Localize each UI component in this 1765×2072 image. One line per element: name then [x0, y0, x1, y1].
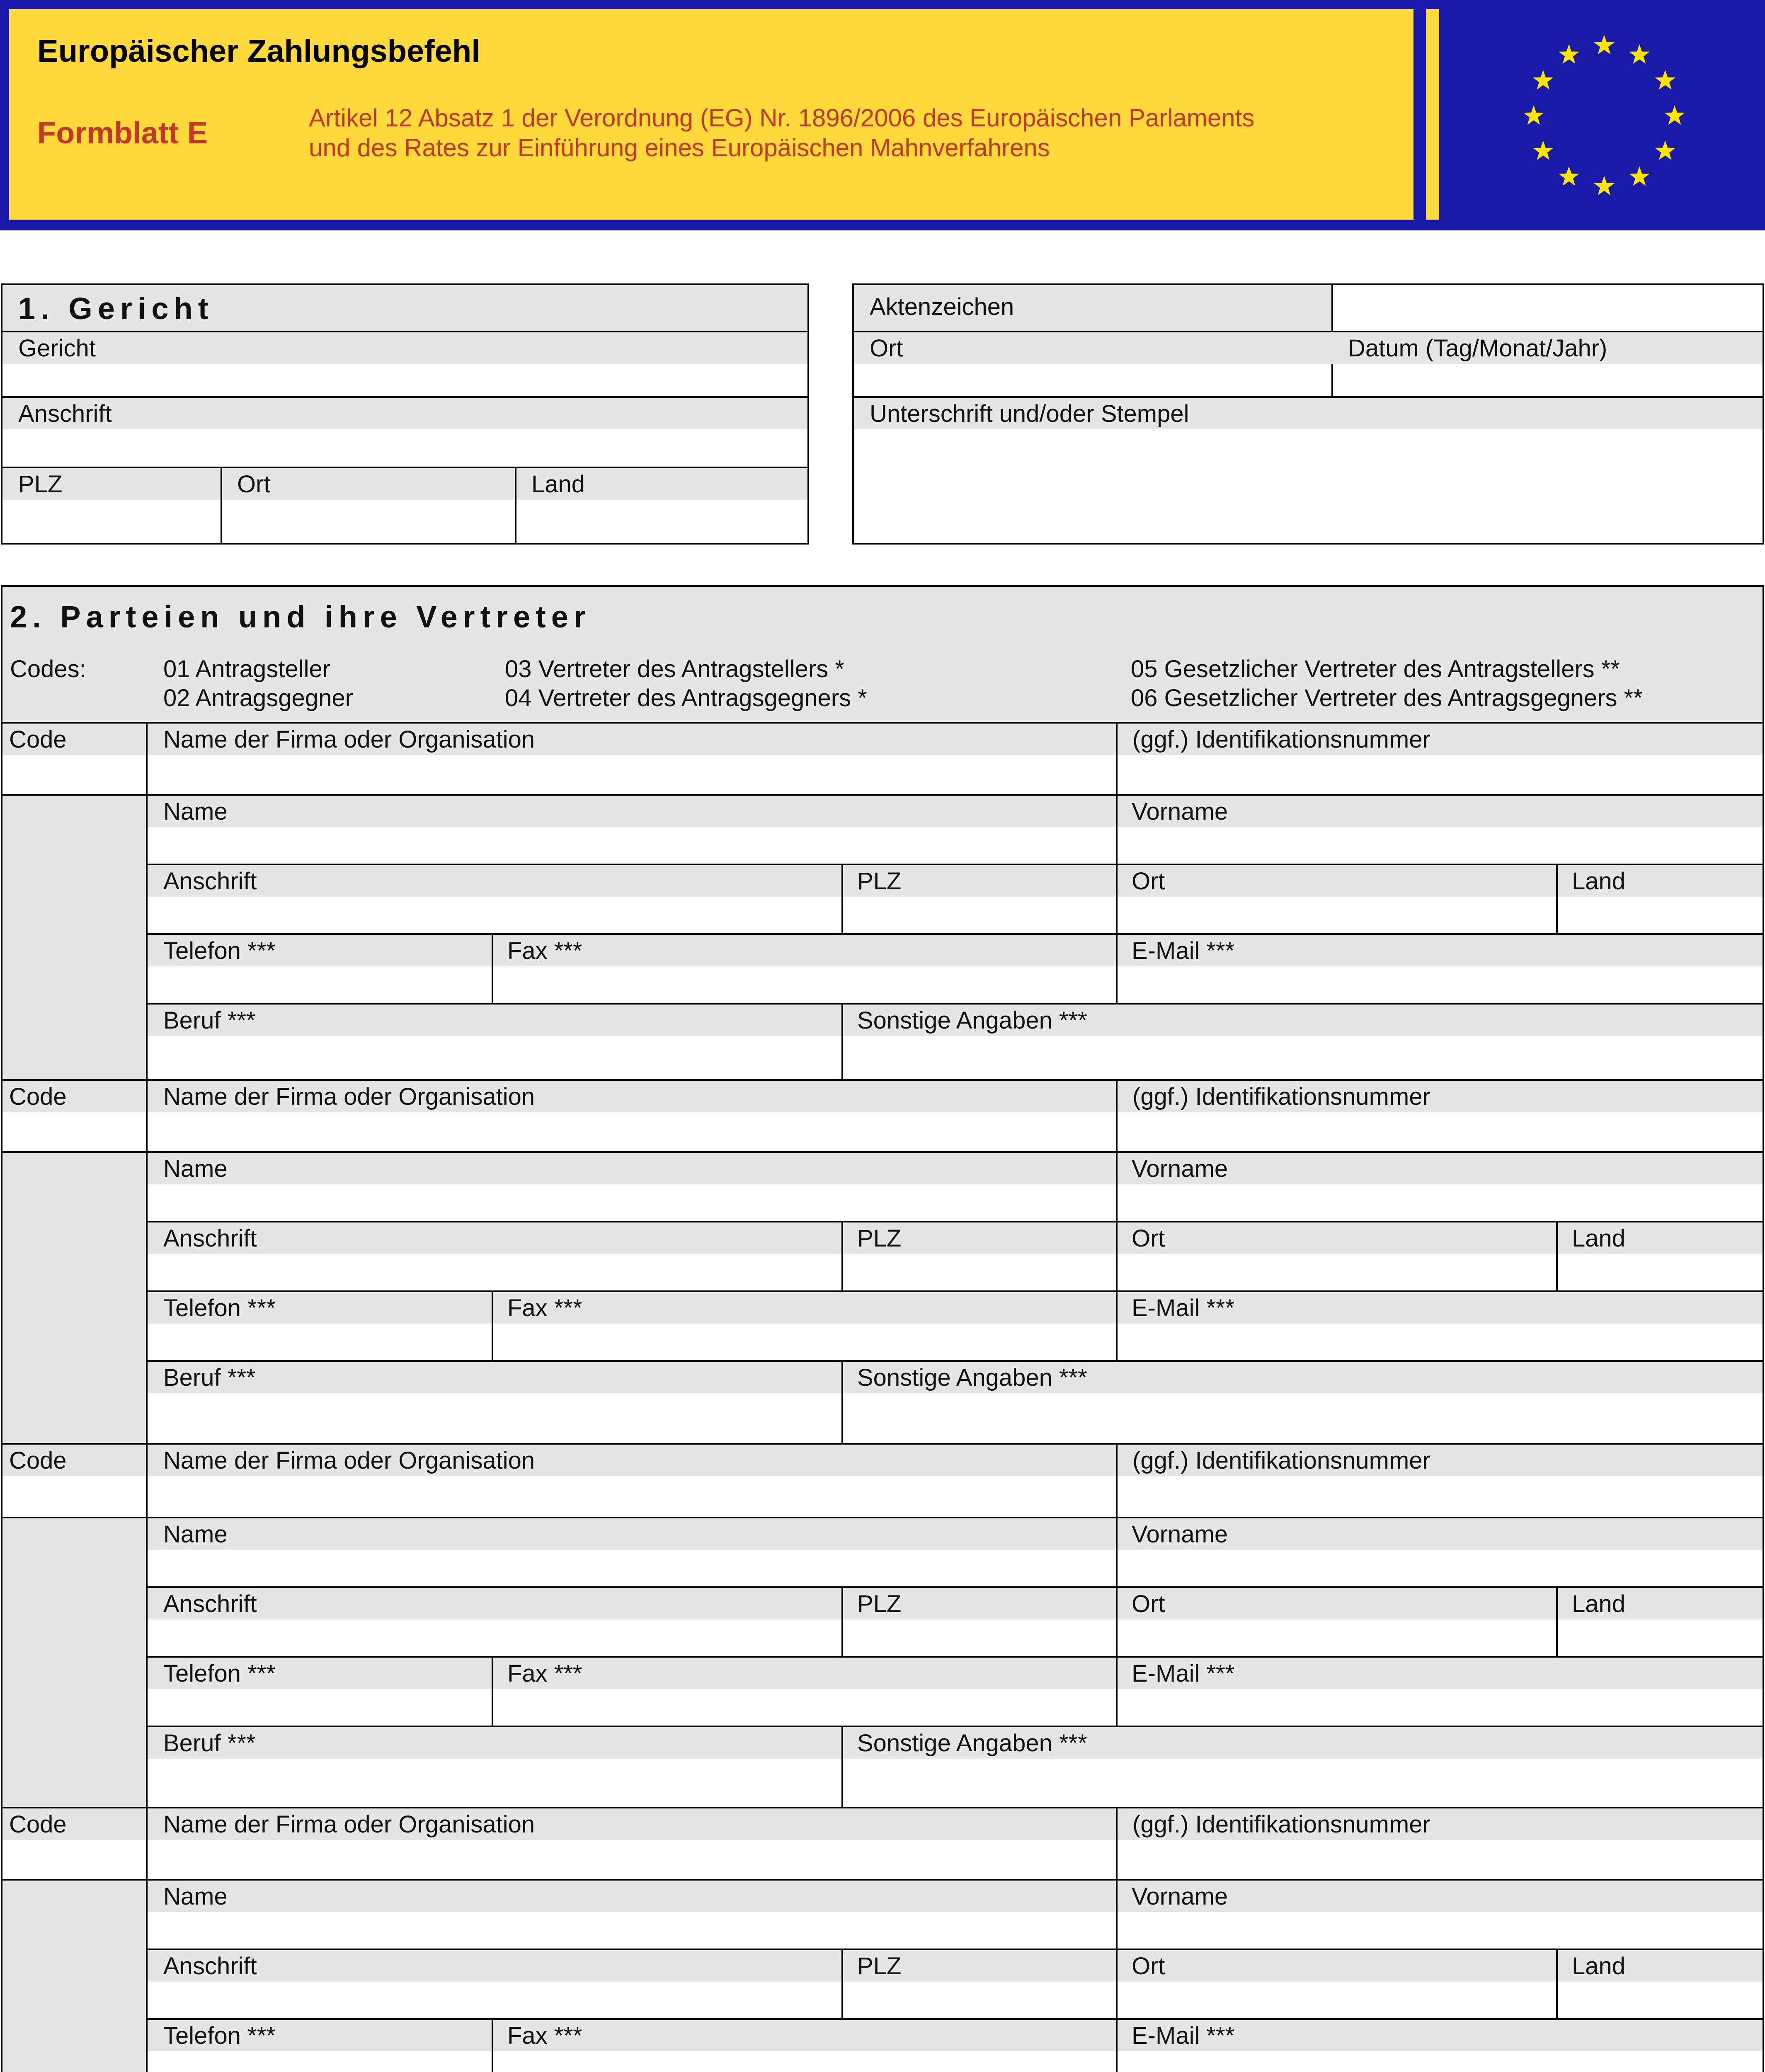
email-label: E-Mail *** — [1132, 1660, 1235, 1687]
phone-label: Telefon *** — [163, 937, 276, 964]
firstname-label: Vorname — [1132, 1155, 1228, 1182]
place-label: Ort — [1132, 1225, 1165, 1252]
other-info-field[interactable] — [843, 1036, 1763, 1079]
fax-label: Fax *** — [507, 2022, 582, 2049]
country-field[interactable] — [1558, 897, 1763, 933]
postcode-field[interactable] — [843, 1982, 1116, 2018]
eu-star-icon — [1655, 140, 1676, 160]
party-side-band — [2, 796, 146, 1081]
code-05: 05 Gesetzlicher Vertreter des Antragstellers ** — [1131, 656, 1620, 683]
legal-reference-line-2: und des Rates zur Einführung eines Europäischen Mahnverfahrens — [309, 134, 1050, 162]
reference-section — [852, 283, 1764, 545]
place-field[interactable] — [1118, 1619, 1556, 1656]
court-address-field[interactable] — [2, 429, 807, 467]
company-name-label: Name der Firma oder Organisation — [163, 1447, 535, 1474]
fax-label: Fax *** — [507, 1660, 582, 1687]
party-side-band — [2, 1153, 146, 1445]
name-field[interactable] — [148, 827, 1116, 864]
country-label: Land — [1572, 1225, 1626, 1252]
other-info-label: Sonstige Angaben *** — [857, 1730, 1087, 1757]
email-label: E-Mail *** — [1132, 937, 1235, 964]
signature-field[interactable] — [854, 429, 1763, 543]
postcode-label: PLZ — [857, 1953, 902, 1980]
identification-number-field[interactable] — [1118, 1112, 1763, 1151]
code-03: 03 Vertreter des Antragstellers * — [505, 656, 844, 683]
party-code-label: Code — [9, 1083, 67, 1110]
file-number-label: Aktenzeichen — [870, 293, 1014, 320]
address-field[interactable] — [148, 1619, 841, 1656]
firstname-label: Vorname — [1132, 1521, 1228, 1548]
court-country-label: Land — [531, 471, 585, 498]
reference-place-label: Ort — [870, 335, 903, 362]
profession-label: Beruf *** — [163, 1364, 256, 1391]
identification-number-label: (ggf.) Identifikationsnummer — [1132, 1811, 1430, 1838]
court-name-field[interactable] — [2, 364, 807, 396]
court-postcode-label: PLZ — [18, 471, 63, 498]
phone-field[interactable] — [148, 2051, 492, 2072]
form-label: Formblatt E — [37, 116, 208, 150]
phone-field[interactable] — [148, 1324, 492, 1360]
profession-field[interactable] — [148, 1036, 841, 1079]
fax-field[interactable] — [493, 2051, 1116, 2072]
signature-label: Unterschrift und/oder Stempel — [870, 400, 1189, 427]
reference-date-label: Datum (Tag/Monat/Jahr) — [1348, 335, 1607, 362]
email-field[interactable] — [1118, 1689, 1763, 1726]
email-label: E-Mail *** — [1132, 2022, 1235, 2049]
firstname-field[interactable] — [1118, 827, 1763, 864]
profession-field[interactable] — [148, 1759, 841, 1807]
address-label: Anschrift — [163, 1953, 257, 1980]
eu-star-icon — [1655, 70, 1676, 90]
court-section-title: 1. Gericht — [18, 291, 214, 326]
phone-field[interactable] — [148, 966, 492, 1003]
company-name-field[interactable] — [148, 1112, 1116, 1151]
postcode-label: PLZ — [857, 1225, 902, 1252]
postcode-label: PLZ — [857, 868, 902, 895]
reference-date-field[interactable] — [1333, 364, 1763, 396]
email-field[interactable] — [1118, 2051, 1763, 2072]
code-02: 02 Antragsgegner — [163, 685, 353, 712]
company-name-field[interactable] — [148, 1476, 1116, 1517]
name-label: Name — [163, 1521, 228, 1548]
eu-star-icon — [1533, 70, 1554, 90]
country-field[interactable] — [1558, 1619, 1763, 1656]
parties-table — [1, 722, 1764, 2072]
name-label: Name — [163, 798, 228, 825]
firstname-field[interactable] — [1118, 1550, 1763, 1586]
company-name-label: Name der Firma oder Organisation — [163, 726, 535, 753]
eu-flag-icon — [1509, 25, 1700, 207]
name-field[interactable] — [148, 1912, 1116, 1949]
phone-label: Telefon *** — [163, 1295, 276, 1322]
name-label: Name — [163, 1155, 228, 1182]
identification-number-field[interactable] — [1118, 1840, 1763, 1879]
eu-star-icon — [1559, 166, 1579, 186]
name-label: Name — [163, 1883, 228, 1910]
form-title: Europäischer Zahlungsbefehl — [37, 34, 480, 69]
court-place-label: Ort — [237, 471, 271, 498]
address-label: Anschrift — [163, 868, 257, 895]
eu-star-icon — [1664, 105, 1685, 125]
fax-field[interactable] — [493, 1324, 1116, 1360]
address-label: Anschrift — [163, 1590, 257, 1617]
court-address-label: Anschrift — [18, 400, 112, 427]
party-code-label: Code — [9, 726, 67, 753]
country-label: Land — [1572, 1590, 1626, 1617]
other-info-field[interactable] — [843, 1393, 1763, 1443]
fax-label: Fax *** — [507, 1295, 582, 1322]
eu-star-icon — [1533, 140, 1554, 160]
code-04: 04 Vertreter des Antragsgegners * — [505, 685, 867, 712]
company-name-label: Name der Firma oder Organisation — [163, 1083, 535, 1110]
country-label: Land — [1572, 1953, 1626, 1980]
place-field[interactable] — [1118, 1254, 1556, 1290]
postcode-label: PLZ — [857, 1590, 902, 1617]
address-label: Anschrift — [163, 1225, 257, 1252]
reference-place-field[interactable] — [854, 364, 1331, 396]
profession-label: Beruf *** — [163, 1730, 256, 1757]
party-code-field[interactable] — [2, 1476, 146, 1517]
file-number-field[interactable] — [1333, 285, 1763, 331]
email-field[interactable] — [1118, 966, 1763, 1003]
eu-star-icon — [1594, 176, 1614, 195]
party-side-band — [2, 1518, 146, 1808]
party-code-label: Code — [9, 1447, 67, 1474]
legal-reference-line-1: Artikel 12 Absatz 1 der Verordnung (EG) Nr. 1896/2006 des Europäischen Parlaments — [309, 104, 1255, 132]
postcode-field[interactable] — [843, 897, 1116, 933]
court-section — [1, 283, 809, 545]
firstname-field[interactable] — [1118, 1912, 1763, 1949]
party-code-label: Code — [9, 1811, 67, 1838]
eu-star-icon — [1559, 44, 1579, 64]
identification-number-label: (ggf.) Identifikationsnummer — [1132, 1083, 1430, 1110]
other-info-label: Sonstige Angaben *** — [857, 1007, 1087, 1034]
court-place-field[interactable] — [222, 500, 515, 543]
profession-field[interactable] — [148, 1393, 841, 1443]
company-name-label: Name der Firma oder Organisation — [163, 1811, 535, 1838]
code-01: 01 Antragsteller — [163, 656, 331, 683]
eu-star-icon — [1523, 105, 1544, 125]
address-field[interactable] — [148, 897, 841, 933]
codes-label: Codes: — [10, 656, 86, 683]
place-label: Ort — [1132, 868, 1165, 895]
place-label: Ort — [1132, 1590, 1165, 1617]
postcode-field[interactable] — [843, 1254, 1116, 1290]
court-country-field[interactable] — [516, 500, 807, 543]
country-label: Land — [1572, 868, 1626, 895]
identification-number-field[interactable] — [1118, 755, 1763, 794]
identification-number-label: (ggf.) Identifikationsnummer — [1132, 1447, 1430, 1474]
other-info-label: Sonstige Angaben *** — [857, 1364, 1087, 1391]
code-06: 06 Gesetzlicher Vertreter des Antragsgegners ** — [1131, 685, 1643, 712]
firstname-label: Vorname — [1132, 798, 1228, 825]
place-field[interactable] — [1118, 1982, 1556, 2018]
firstname-field[interactable] — [1118, 1184, 1763, 1221]
firstname-label: Vorname — [1132, 1883, 1228, 1910]
party-code-field[interactable] — [2, 1112, 146, 1151]
parties-section-title: 2. Parteien und ihre Vertreter — [10, 600, 591, 634]
postcode-field[interactable] — [843, 1619, 1116, 1656]
party-side-band — [2, 1881, 146, 2072]
country-field[interactable] — [1558, 1254, 1763, 1290]
phone-label: Telefon *** — [163, 1660, 276, 1687]
phone-label: Telefon *** — [163, 2022, 276, 2049]
eu-star-icon — [1594, 35, 1614, 54]
other-info-field[interactable] — [843, 1759, 1763, 1807]
identification-number-label: (ggf.) Identifikationsnummer — [1132, 726, 1430, 753]
fax-field[interactable] — [493, 966, 1116, 1003]
country-field[interactable] — [1558, 1982, 1763, 2018]
court-name-label: Gericht — [18, 335, 96, 362]
header-stripe — [1426, 9, 1439, 220]
place-label: Ort — [1132, 1953, 1165, 1980]
identification-number-field[interactable] — [1118, 1476, 1763, 1517]
email-label: E-Mail *** — [1132, 1295, 1235, 1322]
place-field[interactable] — [1118, 897, 1556, 933]
name-field[interactable] — [148, 1184, 1116, 1221]
company-name-field[interactable] — [148, 1840, 1116, 1879]
eu-star-icon — [1629, 166, 1649, 186]
email-field[interactable] — [1118, 1324, 1763, 1360]
court-postcode-field[interactable] — [2, 500, 221, 543]
address-field[interactable] — [148, 1254, 841, 1290]
phone-field[interactable] — [148, 1689, 492, 1726]
fax-field[interactable] — [493, 1689, 1116, 1726]
parties-header — [1, 585, 1764, 724]
address-field[interactable] — [148, 1982, 841, 2018]
party-code-field[interactable] — [2, 1840, 146, 1879]
party-code-field[interactable] — [2, 755, 146, 794]
company-name-field[interactable] — [148, 755, 1116, 794]
name-field[interactable] — [148, 1550, 1116, 1586]
profession-label: Beruf *** — [163, 1007, 256, 1034]
eu-star-icon — [1629, 44, 1649, 64]
fax-label: Fax *** — [507, 937, 582, 964]
